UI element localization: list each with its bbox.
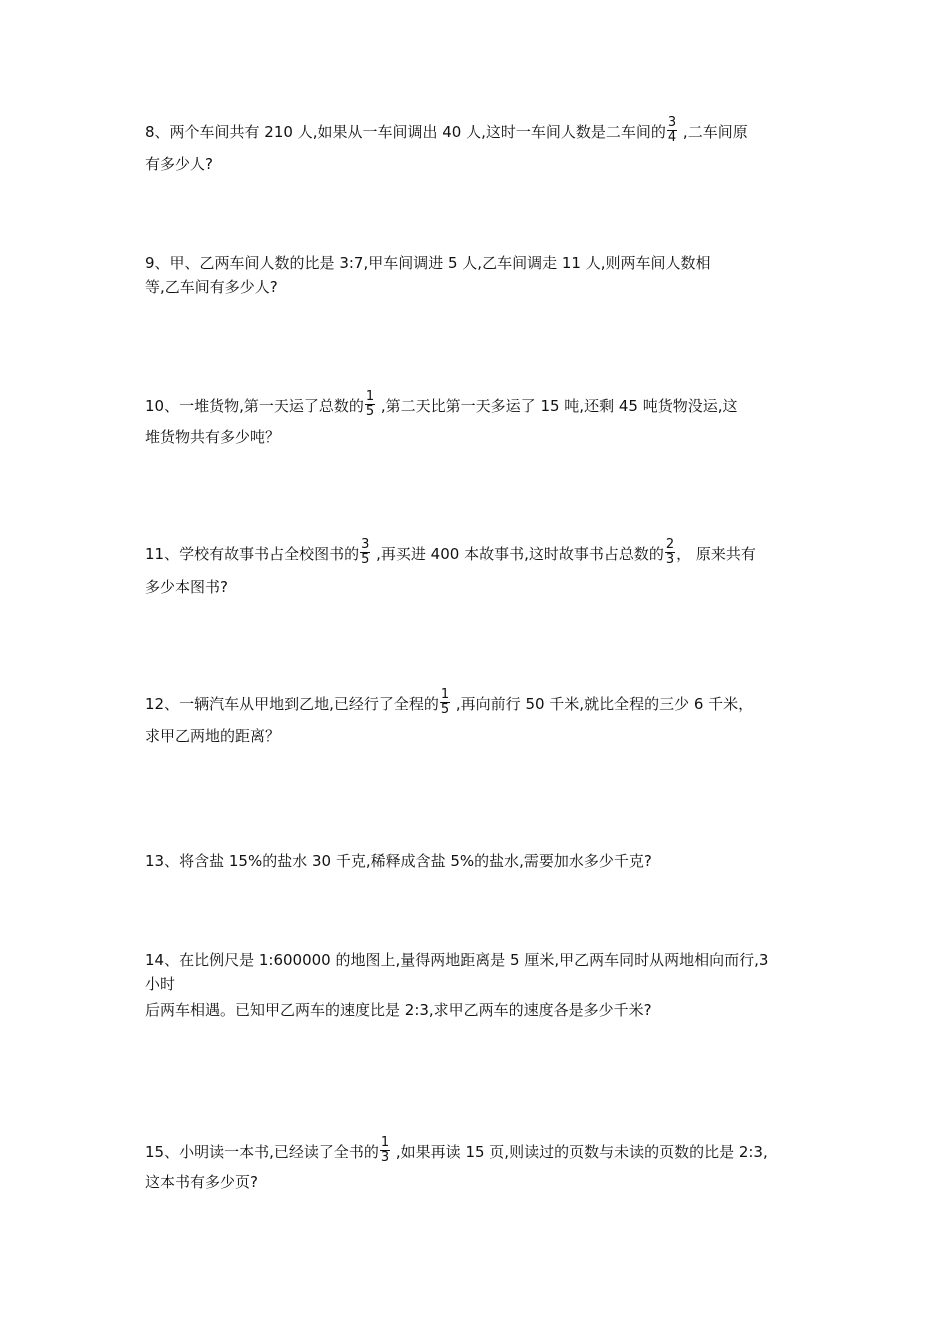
- fraction-numerator: 1: [365, 389, 375, 404]
- question-text: 后两车相遇。已知甲乙两车的速度比是 2:3,求甲乙两车的速度各是多少千米?: [145, 1001, 652, 1019]
- question-text: 堆货物共有多少吨？: [145, 428, 281, 446]
- question-8-line-1: [145, 115, 748, 147]
- question-8-line-2: [145, 154, 213, 174]
- question-12-line-1: [145, 687, 754, 719]
- fraction-denominator: 5: [365, 404, 375, 419]
- fraction: [380, 1136, 390, 1165]
- fraction: [365, 390, 375, 419]
- fraction-numerator: 1: [380, 1135, 390, 1150]
- question-text: 11、学校有故事书占全校图书的: [145, 545, 360, 563]
- question-15-line-1: [145, 1135, 768, 1167]
- question-11-line-1: [145, 537, 756, 569]
- fraction-numerator: 3: [361, 537, 370, 552]
- question-text: 14、在比例尺是 1:600000 的地图上,量得两地距离是 5 厘米,甲乙两车同时从两地相向而行,3: [145, 951, 769, 969]
- question-text: 求甲乙两地的距离？: [145, 727, 281, 745]
- question-text: ,二车间原: [678, 123, 748, 141]
- question-text: 等,乙车间有多少人?: [145, 278, 278, 296]
- fraction: [667, 116, 677, 145]
- fraction-denominator: 5: [361, 552, 370, 567]
- fraction: [440, 688, 450, 717]
- question-text: 10、一堆货物,第一天运了总数的: [145, 397, 364, 415]
- question-14-line-1: [145, 950, 768, 970]
- question-text: ,第二天比第一天多运了 15 吨,还剩 45 吨货物没运,这: [376, 397, 738, 415]
- question-11-line-2: [145, 577, 228, 597]
- question-text: 12、一辆汽车从甲地到乙地,已经行了全程的: [145, 695, 439, 713]
- question-13-line-1: [145, 851, 652, 871]
- question-text: 9、甲、乙两车间人数的比是 3:7,甲车间调进 5 人,乙车间调走 11 人,则两车间人数相: [145, 254, 711, 272]
- fraction-numerator: 2: [665, 537, 675, 552]
- question-text: 8、两个车间共有 210 人,如果从一车间调出 40 人,这时一车间人数是二车间的: [145, 123, 666, 141]
- question-9-line-2: [145, 277, 278, 297]
- fraction: [360, 538, 370, 567]
- fraction-denominator: 3: [665, 552, 675, 567]
- question-10-line-2: [145, 427, 280, 447]
- question-text: ,再向前行 50 千米,就比全程的三少 6 千米，: [451, 695, 754, 713]
- question-9-line-1: [145, 253, 710, 273]
- question-15-line-2: [145, 1172, 258, 1192]
- question-text: 多少本图书?: [145, 578, 228, 596]
- fraction-denominator: 4: [667, 130, 677, 145]
- fraction-numerator: 1: [440, 687, 450, 702]
- question-text: ， 原来共有: [676, 545, 756, 563]
- question-14-line-2: [145, 974, 175, 994]
- question-10-line-1: [145, 389, 738, 421]
- question-text: 小时: [145, 975, 176, 993]
- question-text: 有多少人?: [145, 155, 213, 173]
- question-text: 这本书有多少页?: [145, 1173, 258, 1191]
- fraction-denominator: 3: [380, 1150, 390, 1165]
- question-text: 13、将含盐 15%的盐水 30 千克,稀释成含盐 5%的盐水,需要加水多少千克?: [145, 852, 652, 870]
- fraction-denominator: 5: [440, 702, 450, 717]
- fraction: [665, 538, 675, 567]
- question-12-line-2: [145, 726, 280, 746]
- question-14-line-3: [145, 1000, 652, 1020]
- question-text: 15、小明读一本书,已经读了全书的: [145, 1143, 379, 1161]
- question-text: ,再买进 400 本故事书,这时故事书占总数的: [371, 545, 664, 563]
- question-text: ,如果再读 15 页,则读过的页数与未读的页数的比是 2:3,: [391, 1143, 768, 1161]
- fraction-numerator: 3: [667, 115, 677, 130]
